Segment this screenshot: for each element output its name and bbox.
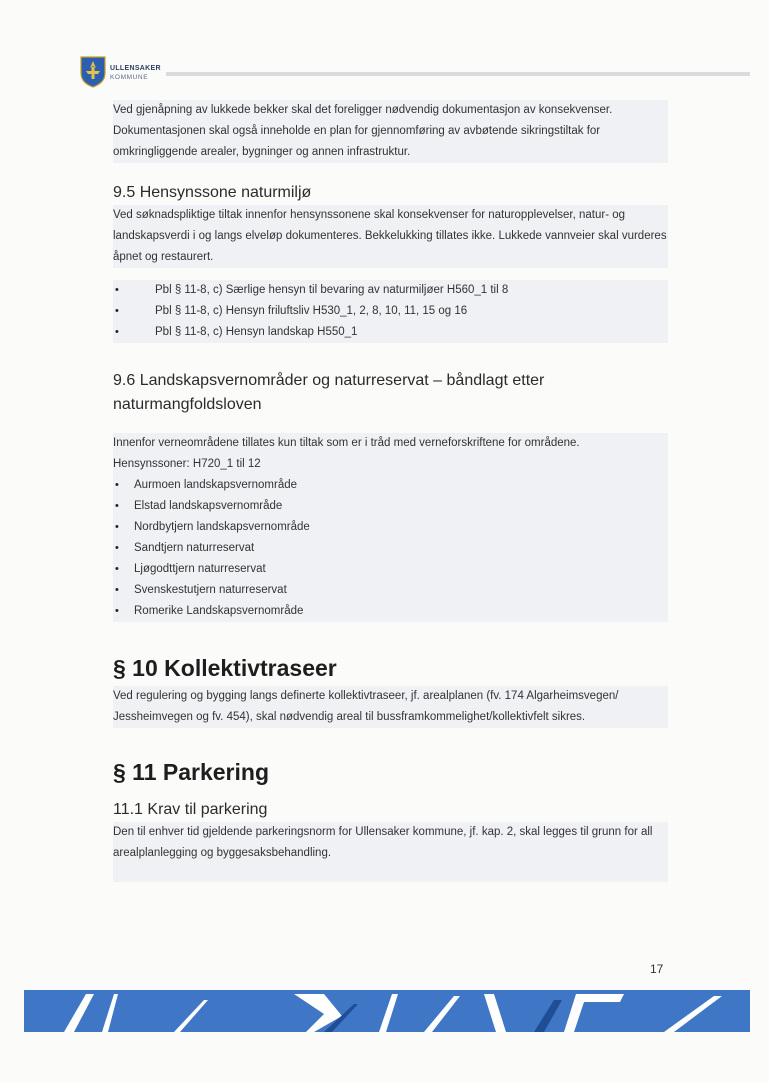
list-item: • Pbl § 11-8, c) Særlige hensyn til bevaring av naturmiljøer H560_1 til 8 bbox=[113, 280, 668, 301]
document-body bbox=[113, 100, 668, 882]
list-item: • Pbl § 11-8, c) Hensyn landskap H550_1 bbox=[113, 322, 668, 343]
heading-9-6: 9.6 Landskapsvernområder og naturreservat – båndlagt etter naturmangfoldsloven bbox=[113, 372, 545, 413]
paragraph-9-6: Innenfor verneområdene tillates kun tiltak som er i tråd med verneforskriftene for områdene. Hensynssoner: H720_1 til 12 bbox=[113, 433, 668, 475]
paragraph-section-10: Ved regulering og bygging langs definerte kollektivtraseer, jf. arealplanen (fv. 174 Algarheimsvegen/ Jessheimvegen og fv. 454), skal nødvendig areal til bussframkommelighet/kollektivfelt sikres. bbox=[113, 686, 668, 728]
bullet-icon: • bbox=[115, 305, 119, 317]
list-9-5 bbox=[113, 280, 668, 343]
bullet-icon: • bbox=[115, 605, 119, 617]
bullet-icon: • bbox=[115, 542, 119, 554]
paragraph-9-5: Ved søknadspliktige tiltak innenfor hensynssonene skal konsekvenser for naturopplevelser, natur- og landskapsverdi i og langs elveløp dokumenteres. Bekkelukking tillates ikke. Lukkede vannveier skal vurderes åpnet og restaurert. bbox=[113, 205, 668, 268]
bullet-icon: • bbox=[115, 479, 119, 491]
footer-banner bbox=[24, 990, 750, 1032]
paragraph-11-1: Den til enhver tid gjeldende parkeringsnorm for Ullensaker kommune, jf. kap. 2, skal legges til grunn for all arealplanlegging og byggesaksbehandling. bbox=[113, 822, 668, 882]
heading-9-5: 9.5 Hensynssone naturmiljø bbox=[113, 184, 312, 201]
bullet-icon: • bbox=[115, 284, 119, 296]
list-item: • Romerike Landskapsvernområde bbox=[113, 601, 668, 622]
list-item: • Aurmoen landskapsvernområde bbox=[113, 475, 668, 496]
intro-paragraph: Ved gjenåpning av lukkede bekker skal det foreligger nødvendig dokumentasjon av konsekvenser. Dokumentasjonen skal også inneholde en plan for gjennomføring av avbøtende sikringstiltak for omkringliggende arealer, bygninger og annen infrastruktur. bbox=[113, 100, 668, 163]
header-rule bbox=[166, 72, 750, 76]
page-number: 17 bbox=[650, 962, 664, 976]
list-9-6 bbox=[113, 475, 668, 622]
list-item: • Ljøgodttjern naturreservat bbox=[113, 559, 668, 580]
heading-section-10: § 10 Kollektivtraseer bbox=[113, 655, 337, 681]
bullet-icon: • bbox=[115, 563, 119, 575]
org-name: ULLENSAKER bbox=[110, 65, 161, 72]
bullet-icon: • bbox=[115, 500, 119, 512]
heading-11-1: 11.1 Krav til parkering bbox=[113, 801, 268, 818]
heading-section-11: § 11 Parkering bbox=[113, 759, 269, 785]
list-item: • Sandtjern naturreservat bbox=[113, 538, 668, 559]
list-item: • Svenskestutjern naturreservat bbox=[113, 580, 668, 601]
org-subtitle: KOMMUNE bbox=[110, 74, 149, 81]
page-header bbox=[80, 56, 750, 90]
bullet-icon: • bbox=[115, 326, 119, 338]
list-item: • Elstad landskapsvernområde bbox=[113, 496, 668, 517]
list-item: • Nordbytjern landskapsvernområde bbox=[113, 517, 668, 538]
bullet-icon: • bbox=[115, 584, 119, 596]
list-item: • Pbl § 11-8, c) Hensyn friluftsliv H530_1, 2, 8, 10, 11, 15 og 16 bbox=[113, 301, 668, 322]
bullet-icon: • bbox=[115, 521, 119, 533]
municipal-crest-icon bbox=[80, 56, 106, 88]
